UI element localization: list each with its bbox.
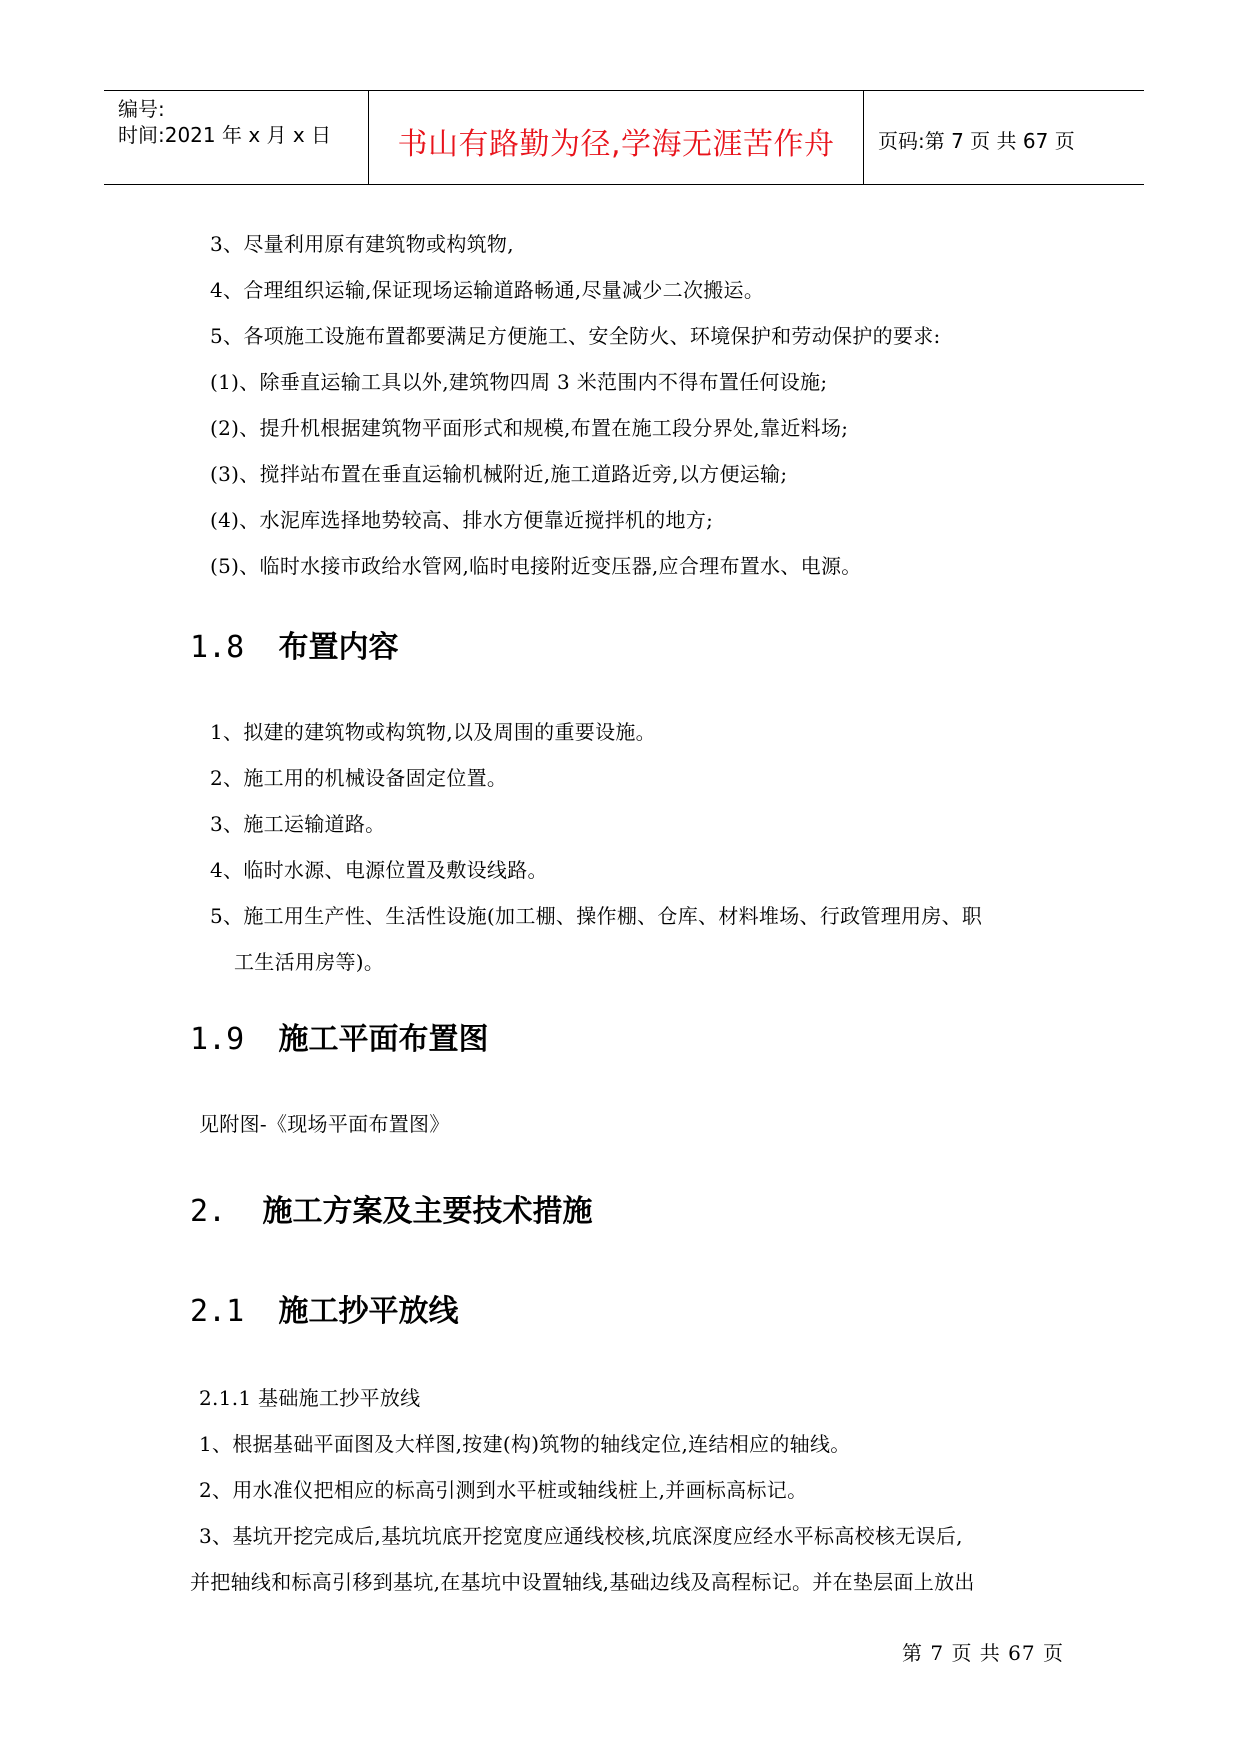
paragraph: 5、施工用生产性、生活性设施(加工棚、操作棚、仓库、材料堆场、行政管理用房、职 xyxy=(210,904,983,928)
paragraph: 2、用水准仪把相应的标高引测到水平桩或轴线桩上,并画标高标记。 xyxy=(199,1478,808,1502)
section-title: 施工平面布置图 xyxy=(278,1022,489,1057)
paragraph: 并把轴线和标高引移到基坑,在基坑中设置轴线,基础边线及高程标记。并在垫层面上放出 xyxy=(190,1570,975,1594)
section-title: 施工抄平放线 xyxy=(278,1294,459,1329)
subsection-heading: 2.1.1 基础施工抄平放线 xyxy=(199,1386,421,1410)
paragraph: 4、临时水源、电源位置及敷设线路。 xyxy=(210,858,548,882)
document-date-label: 时间:2021 年 x 月 x 日 xyxy=(118,123,332,147)
section-number: 1.8 xyxy=(190,630,245,665)
section-number: 2.1 xyxy=(190,1294,245,1329)
paragraph: 2、施工用的机械设备固定位置。 xyxy=(210,766,508,790)
paragraph: 1、根据基础平面图及大样图,按建(构)筑物的轴线定位,连结相应的轴线。 xyxy=(199,1432,851,1456)
header-motto: 书山有路勤为径,学海无涯苦作舟 xyxy=(397,127,835,162)
paragraph: 5、各项施工设施布置都要满足方便施工、安全防火、环境保护和劳动保护的要求: xyxy=(210,324,941,348)
header-info-cell xyxy=(104,91,369,184)
paragraph: 3、基坑开挖完成后,基坑坑底开挖宽度应通线校核,坑底深度应经水平标高校核无误后, xyxy=(199,1524,963,1548)
paragraph: 1、拟建的建筑物或构筑物,以及周围的重要设施。 xyxy=(210,720,656,744)
section-heading-2 xyxy=(190,1186,592,1230)
paragraph: 工生活用房等)。 xyxy=(234,950,385,974)
paragraph: (2)、提升机根据建筑物平面形式和规模,布置在施工段分界处,靠近料场; xyxy=(210,416,849,440)
document-number-label: 编号: xyxy=(118,97,165,121)
section-heading-1-8 xyxy=(190,622,398,666)
header-page-number: 页码:第 7 页 共 67 页 xyxy=(878,129,1075,153)
page-footer: 第 7 页 共 67 页 xyxy=(902,1641,1064,1665)
paragraph: (3)、搅拌站布置在垂直运输机械附近,施工道路近旁,以方便运输; xyxy=(210,462,788,486)
header-page-cell xyxy=(864,91,1144,184)
section-heading-2-1 xyxy=(190,1286,458,1330)
paragraph: 3、尽量利用原有建筑物或构筑物, xyxy=(210,232,514,256)
paragraph: 3、施工运输道路。 xyxy=(210,812,386,836)
paragraph: (5)、临时水接市政给水管网,临时电接附近变压器,应合理布置水、电源。 xyxy=(210,554,862,578)
header-motto-cell xyxy=(369,91,864,184)
section-number: 1.9 xyxy=(190,1022,245,1057)
paragraph: (1)、除垂直运输工具以外,建筑物四周 3 米范围内不得布置任何设施; xyxy=(210,370,828,394)
paragraph: 见附图-《现场平面布置图》 xyxy=(199,1112,450,1136)
section-title: 布置内容 xyxy=(278,630,399,665)
section-number: 2. xyxy=(190,1194,227,1229)
paragraph: 4、合理组织运输,保证现场运输道路畅通,尽量减少二次搬运。 xyxy=(210,278,765,302)
section-heading-1-9 xyxy=(190,1014,488,1058)
section-title: 施工方案及主要技术措施 xyxy=(262,1194,593,1229)
paragraph: (4)、水泥库选择地势较高、排水方便靠近搅拌机的地方; xyxy=(210,508,714,532)
page-header xyxy=(104,90,1144,185)
